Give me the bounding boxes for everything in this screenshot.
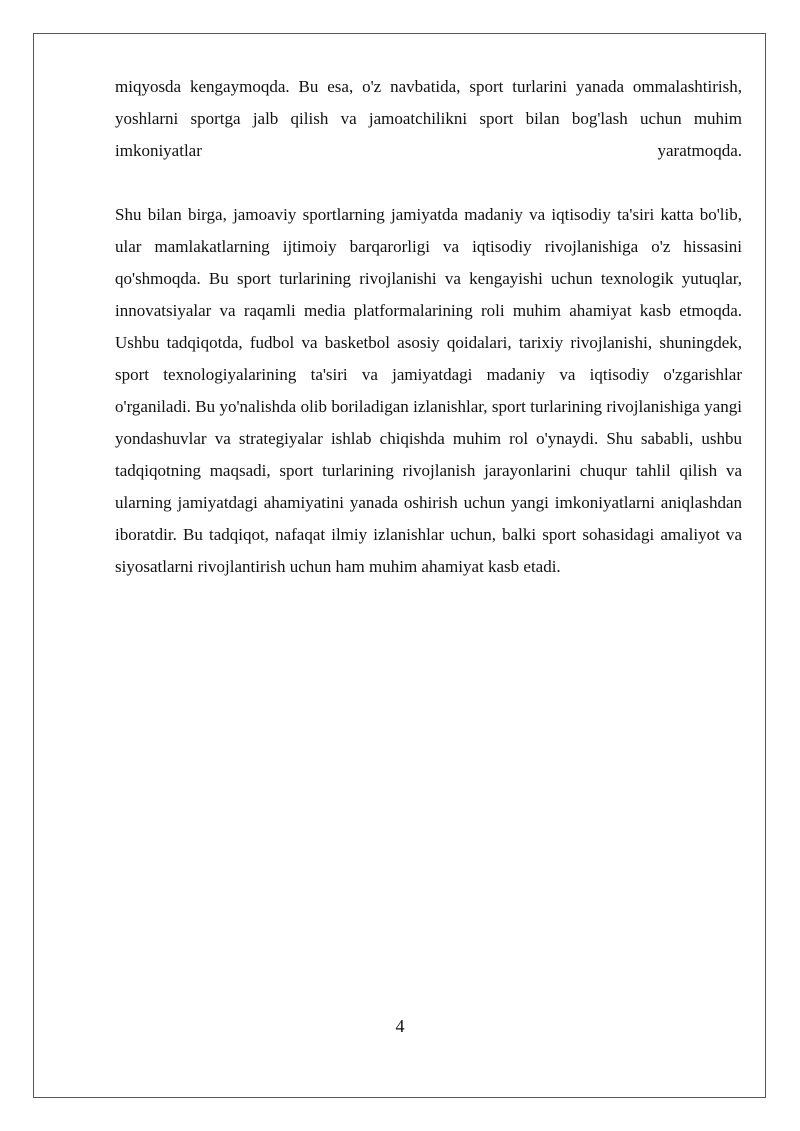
page-number: 4 [395, 1016, 405, 1036]
body-text [115, 71, 742, 583]
paragraph-2: Shu bilan birga, jamoaviy sportlarning jamiyatda madaniy va iqtisodiy ta'siri katta bo'lib, ular mamlakatlarning ijtimoiy barqarorligi va iqtisodiy rivojlanishiga o'z hissasini qo'shmoqda. Bu sport turlarining rivojlanishi va kengayishi uchun texnologik yutuqlar, innovatsiyalar va raqamli media platformalarining roli muhim ahamiyat kasb etmoqda. Ushbu tadqiqotda, fudbol va basketbol asosiy qoidalari, tarixiy rivojlanishi, shuningdek, sport texnologiyalarining ta'siri va jamiyatdagi madaniy va iqtisodiy o'zgarishlar o'rganiladi. Bu yo'nalishda olib boriladigan izlanishlar, sport turlarining rivojlanishiga yangi yondashuvlar va strategiyalar ishlab chiqishda muhim rol o'ynaydi. Shu sababli, ushbu tadqiqotning maqsadi, sport turlarining rivojlanish jarayonlarini chuqur tahlil qilish va ularning jamiyatdagi ahamiyatini yanada oshirish uchun yangi imkoniyatlarni aniqlashdan iboratdir. Bu tadqiqot, nafaqat ilmiy izlanishlar uchun, balki sport sohasidagi amaliyot va siyosatlarni rivojlantirish uchun ham muhim ahamiyat kasb etadi. [115, 205, 742, 576]
paragraph-1: miqyosda kengaymoqda. Bu esa, o'z navbatida, sport turlarini yanada ommalashtirish, yoshlarni sportga jalb qilish va jamoatchilikni sport bilan bog'lash uchun muhim imkoniyatlar yaratmoqda. [115, 77, 742, 160]
